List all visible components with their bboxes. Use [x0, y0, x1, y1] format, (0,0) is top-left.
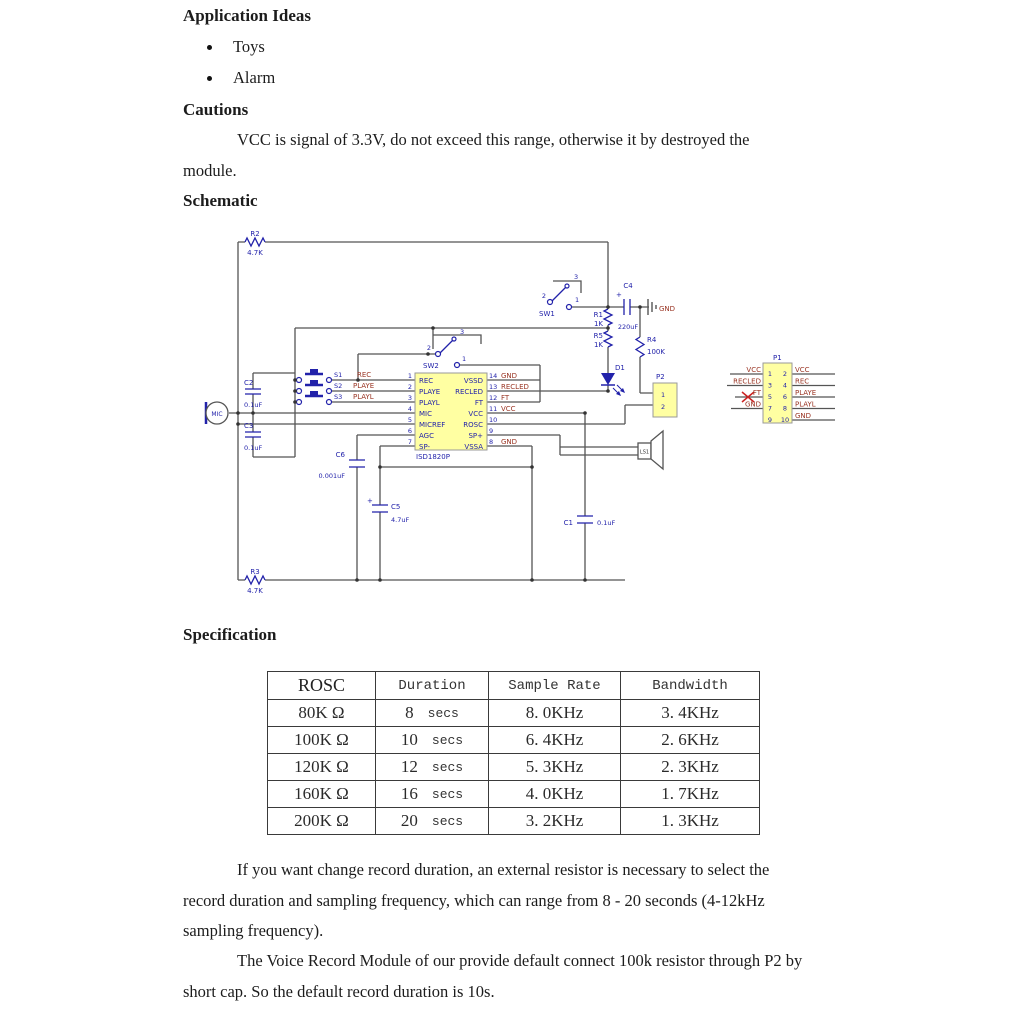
- spec-table-header-row: [268, 672, 760, 700]
- net-label: PLAYE: [353, 382, 375, 390]
- schematic-pin-label: RECLED: [501, 383, 529, 391]
- resistor-ref: R4: [647, 336, 657, 344]
- spec-table-cell: 200K Ω: [268, 808, 376, 835]
- connector-ref: P2: [656, 373, 665, 381]
- schematic-pin-label: 3: [767, 381, 773, 390]
- schematic-pin-label: 11: [489, 405, 498, 413]
- resistor-value: 4.7K: [247, 587, 263, 595]
- capacitor-value: 4.7uF: [391, 516, 410, 524]
- note-line: short cap. So the default record duration is 10s.: [183, 982, 495, 1001]
- spec-table-row: [268, 727, 760, 754]
- schematic-pin-label: 9: [767, 416, 773, 424]
- connector-p2-body: [653, 383, 677, 417]
- column-header-sample-rate: Sample Rate: [489, 672, 621, 700]
- resistor-value: 4.7K: [247, 249, 263, 257]
- spec-table-cell: 2. 3KHz: [621, 754, 760, 781]
- mic-label: MIC: [211, 411, 223, 418]
- switch-pin: 2: [426, 344, 431, 352]
- spec-table-cell: 3. 4KHz: [621, 700, 760, 727]
- capacitor-plus: +: [616, 291, 622, 299]
- spec-table-cell: 10 secs: [376, 727, 489, 754]
- schematic-pin-label: GND: [501, 438, 518, 446]
- ground-icon: [648, 299, 656, 315]
- schematic-pin-label: PLAYE: [419, 388, 441, 396]
- schematic-pin-label: REC: [795, 377, 810, 386]
- schematic-pin-label: GND: [795, 412, 812, 420]
- capacitor-value: 0.1uF: [244, 444, 263, 452]
- resistor-value: 1K: [593, 341, 603, 349]
- spec-table-cell: 16 secs: [376, 781, 489, 808]
- heading-application-ideas: Application Ideas: [183, 6, 311, 25]
- pushbutton-nub: [310, 380, 318, 384]
- capacitor-ref: C6: [335, 451, 345, 459]
- capacitor-ref: C5: [391, 503, 401, 511]
- column-header-bandwidth: Bandwidth: [621, 672, 760, 700]
- spec-table-row: [268, 754, 760, 781]
- schematic-pin-label: MICREF: [419, 421, 446, 429]
- capacitor-plus: +: [367, 497, 373, 505]
- resistor-ref: R2: [250, 230, 260, 238]
- schematic-pin-label: REC: [419, 377, 434, 385]
- spec-table-cell: 12 secs: [376, 754, 489, 781]
- capacitor-value: 0.001uF: [318, 472, 345, 480]
- schematic-pin-label: 2: [782, 370, 788, 378]
- pushbutton-nub: [310, 369, 318, 373]
- schematic-pin-label: 6: [407, 427, 412, 435]
- spec-table-cell: 8 secs: [376, 700, 489, 727]
- spec-table: [267, 671, 760, 835]
- schematic-pin-label: GND: [501, 372, 518, 380]
- schematic-pin-label: 7: [767, 404, 773, 413]
- resistor-ref: R1: [593, 311, 603, 319]
- spec-table-cell: 5. 3KHz: [489, 754, 621, 781]
- schematic-pin-label: 5: [767, 393, 773, 401]
- spec-table-cell: 1. 3KHz: [621, 808, 760, 835]
- capacitor-value: 0.1uF: [244, 401, 263, 409]
- schematic-pin-label: RECLED: [733, 377, 761, 386]
- schematic-pin-label: 7: [407, 438, 412, 446]
- switch-pin: 2: [541, 292, 546, 300]
- schematic-pin-label: VCC: [501, 405, 516, 413]
- heading-specification: Specification: [183, 625, 277, 644]
- spec-table-row: [268, 700, 760, 727]
- net-label: REC: [357, 371, 372, 379]
- schematic-pin-label: PLAYE: [795, 389, 817, 397]
- schematic-pin-label: ROSC: [463, 421, 483, 429]
- schematic-pin-label: 2: [407, 383, 412, 391]
- schematic-pin-label: VCC: [795, 366, 810, 374]
- bullet-icon: [207, 45, 212, 50]
- schematic-pin-label: 12: [489, 394, 498, 402]
- schematic-pin-label: 4: [407, 405, 412, 413]
- button-ref: S2: [334, 382, 343, 390]
- switch-ref: SW1: [539, 310, 555, 318]
- schematic-pin-label: 8: [489, 438, 494, 446]
- cautions-line: module.: [183, 161, 237, 180]
- schematic-pin-label: VSSA: [464, 443, 483, 451]
- spec-table-cell: 1. 7KHz: [621, 781, 760, 808]
- spec-table-row: [268, 808, 760, 835]
- schematic-pin-label: RECLED: [455, 388, 483, 396]
- button-ref: S3: [334, 393, 343, 401]
- resistor-ref: R3: [250, 568, 260, 576]
- cautions-line: VCC is signal of 3.3V, do not exceed this range, otherwise it by destroyed the: [237, 130, 750, 149]
- schematic-pin-label: 6: [782, 393, 788, 401]
- led-ref: D1: [615, 364, 625, 372]
- spec-table-row: [268, 781, 760, 808]
- schematic-pin-label: AGC: [419, 432, 434, 440]
- schematic-pin-label: FT: [501, 394, 510, 402]
- heading-cautions: Cautions: [183, 100, 249, 119]
- note-line: The Voice Record Module of our provide default connect 100k resistor through P2 by: [237, 951, 803, 970]
- list-item-label: Toys: [233, 37, 265, 56]
- schematic-pin-label: 13: [489, 383, 498, 391]
- switch-pin: 3: [460, 328, 465, 336]
- schematic-pin-label: 14: [489, 372, 498, 380]
- note-line: record duration and sampling frequency, which can range from 8 - 20 seconds (4-12kHz: [183, 891, 765, 910]
- schematic-pin-label: 1: [767, 370, 773, 378]
- connector-pin: 1: [661, 391, 666, 399]
- speaker-ref: LS1: [639, 449, 650, 456]
- wires: [229, 242, 835, 580]
- ic-name: ISD1820P: [416, 453, 450, 461]
- note-line: If you want change record duration, an external resistor is necessary to select the: [237, 860, 770, 879]
- spec-table-cell: 80K Ω: [268, 700, 376, 727]
- schematic-pin-label: FT: [474, 399, 483, 407]
- note-line: sampling frequency).: [183, 921, 324, 940]
- led-icon: [601, 373, 625, 396]
- schematic-pin-label: FT: [752, 389, 761, 397]
- bullet-icon: [207, 76, 212, 81]
- capacitor-ref: C4: [623, 282, 633, 290]
- schematic-pin-label: VCC: [468, 410, 483, 418]
- spec-table-cell: 20 secs: [376, 808, 489, 835]
- capacitor-value: 0.1uF: [597, 519, 616, 527]
- capacitor-ref: C1: [563, 519, 573, 527]
- schematic-pin-label: 8: [782, 404, 788, 413]
- column-header-rosc: ROSC: [268, 672, 376, 700]
- schematic-pin-label: 5: [407, 416, 412, 424]
- list-item-label: Alarm: [233, 68, 276, 87]
- schematic-pin-label: 9: [489, 427, 494, 435]
- schematic-pin-label: PLAYL: [795, 400, 816, 409]
- spec-table-cell: 4. 0KHz: [489, 781, 621, 808]
- schematic-pin-label: 3: [407, 394, 412, 402]
- resistor-value: 1K: [593, 320, 603, 328]
- schematic-diagram: [195, 225, 835, 605]
- switch-pin: 1: [462, 355, 467, 363]
- button-ref: S1: [334, 371, 343, 379]
- connector-pin: 2: [661, 403, 666, 411]
- schematic-pin-label: MIC: [419, 410, 432, 418]
- spec-table-cell: 160K Ω: [268, 781, 376, 808]
- net-label: PLAYL: [353, 393, 374, 401]
- spec-table-cell: 8. 0KHz: [489, 700, 621, 727]
- spec-table-cell: 100K Ω: [268, 727, 376, 754]
- capacitor-value: 220uF: [617, 323, 639, 331]
- schematic-pin-label: SP-: [419, 443, 431, 451]
- schematic-pin-label: PLAYL: [419, 399, 440, 407]
- capacitor-ref: C3: [244, 422, 254, 430]
- list-item: [207, 68, 275, 88]
- schematic-pin-label: SP+: [468, 432, 483, 440]
- resistor-ref: R5: [593, 332, 603, 340]
- pushbutton-nub: [310, 391, 318, 395]
- spec-table-cell: 3. 2KHz: [489, 808, 621, 835]
- switch-pin: 1: [575, 296, 580, 304]
- heading-schematic: Schematic: [183, 191, 258, 210]
- resistor-value: 100K: [647, 348, 665, 356]
- list-item: [207, 37, 265, 57]
- spec-table-cell: 120K Ω: [268, 754, 376, 781]
- switch-ref: SW2: [423, 362, 439, 370]
- schematic-pin-label: VCC: [746, 366, 761, 374]
- schematic-pin-label: GND: [744, 400, 761, 409]
- schematic-pin-label: 4: [782, 381, 788, 390]
- schematic-pin-label: 1: [407, 372, 412, 380]
- capacitor-ref: C2: [244, 379, 254, 387]
- schematic-pin-label: VSSD: [463, 377, 483, 385]
- gnd-net-label: GND: [659, 305, 676, 313]
- connector-ref: P1: [773, 354, 782, 362]
- schematic-pin-label: 10: [489, 416, 498, 424]
- column-header-duration: Duration: [376, 672, 489, 700]
- schematic-pin-label: 10: [780, 416, 790, 424]
- switch-pin: 3: [574, 273, 579, 281]
- spec-table-cell: 2. 6KHz: [621, 727, 760, 754]
- spec-table-cell: 6. 4KHz: [489, 727, 621, 754]
